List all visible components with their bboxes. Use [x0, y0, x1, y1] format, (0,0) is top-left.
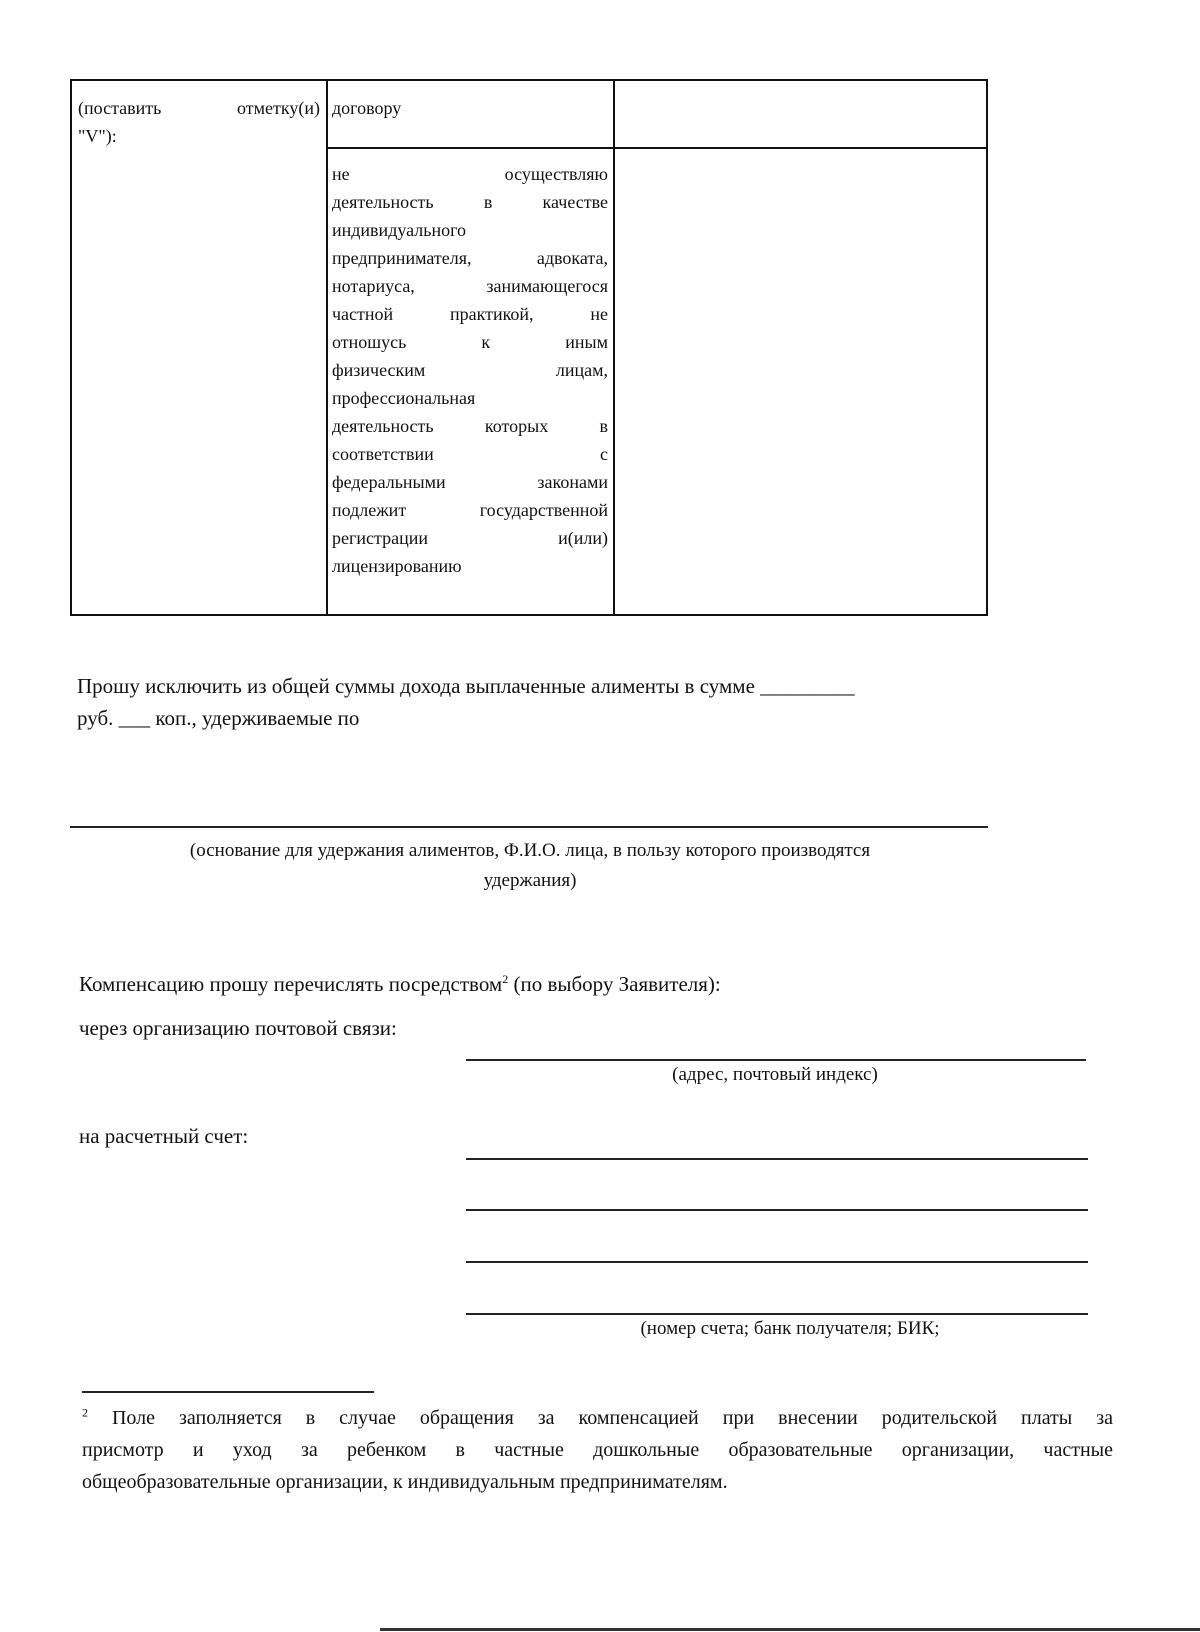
account-label: на расчетный счет:	[79, 1124, 249, 1148]
table-row2-middle	[332, 160, 608, 580]
account-line-2	[466, 1209, 1088, 1211]
row2-line-7: отношусь к иным	[332, 332, 608, 352]
postal-label: через организацию почтовой связи:	[79, 1016, 397, 1040]
row2-line-15: лицензированию	[332, 556, 462, 576]
alimony-line-1: Прошу исключить из общей суммы дохода выплаченные алименты в сумме _________	[77, 674, 855, 698]
table-border-left	[70, 79, 72, 615]
table-row1-middle	[332, 94, 608, 122]
postal-caption: (адрес, почтовый индекс)	[672, 1064, 878, 1085]
table-border-top	[70, 79, 988, 81]
footnote	[82, 1402, 1113, 1498]
row2-line-5: нотариуса, занимающегося	[332, 276, 608, 296]
row2-line-6: частной практикой, не	[332, 304, 608, 324]
row2-line-1: не осуществляю	[332, 164, 608, 184]
alimony-caption-line-2: удержания)	[483, 870, 577, 891]
account-line-1	[466, 1158, 1088, 1160]
alimony-basis-caption	[100, 836, 960, 896]
account-line-3	[466, 1261, 1088, 1263]
page-bottom-edge	[380, 1628, 1200, 1631]
row2-line-10: деятельность которых в	[332, 416, 608, 436]
row2-line-9: профессиональная	[332, 388, 476, 408]
footnote-text-1: Поле заполняется в случае обращения за компенсацией при внесении родительской платы за	[88, 1407, 1113, 1429]
alimony-caption-line-1: (основание для удержания алиментов, Ф.И.О. лица, в пользу которого производятся	[189, 840, 871, 861]
footnote-line-3: общеобразовательные организации, к индивидуальным предпринимателям.	[82, 1471, 728, 1493]
row2-line-4: предпринимателя, адвоката,	[332, 248, 608, 268]
footnote-line-1	[82, 1402, 1113, 1434]
table-left-line-2: "V"):	[78, 126, 117, 146]
table-row1-text: договору	[332, 98, 402, 118]
compensation-footnote-ref: 2	[502, 972, 509, 986]
compensation-heading	[79, 967, 721, 1001]
table-divider-1	[326, 79, 328, 615]
account-caption: (номер счета; банк получателя; БИК;	[640, 1318, 940, 1339]
alimony-basis-line	[70, 826, 988, 828]
compensation-heading-main: Компенсацию прошу перечислять посредством	[79, 972, 503, 996]
table-left-line-1: (поставить отметку(и)	[78, 98, 320, 118]
table-divider-2	[613, 79, 615, 615]
row2-line-8: физическим лицам,	[332, 360, 608, 380]
alimony-line-2: руб. ___ коп., удерживаемые по	[77, 706, 360, 730]
footnote-separator	[82, 1391, 374, 1393]
table-left-cell	[78, 94, 320, 150]
row2-line-11: соответствии с	[332, 444, 608, 464]
footnote-marker: 2	[82, 1405, 88, 1420]
row2-line-14: регистрации и(или)	[332, 528, 608, 548]
row2-line-3: индивидуального	[332, 220, 467, 240]
footnote-line-2: присмотр и уход за ребенком в частные дошкольные образовательные организации, частные	[82, 1439, 1113, 1461]
table-row-divider	[326, 147, 988, 149]
row2-line-12: федеральными законами	[332, 472, 608, 492]
row2-line-13: подлежит государственной	[332, 500, 608, 520]
compensation-heading-tail: (по выбору Заявителя):	[508, 972, 721, 996]
table-border-right	[986, 79, 988, 615]
table-border-bottom	[70, 614, 988, 616]
row2-line-2: деятельность в качестве	[332, 192, 608, 212]
